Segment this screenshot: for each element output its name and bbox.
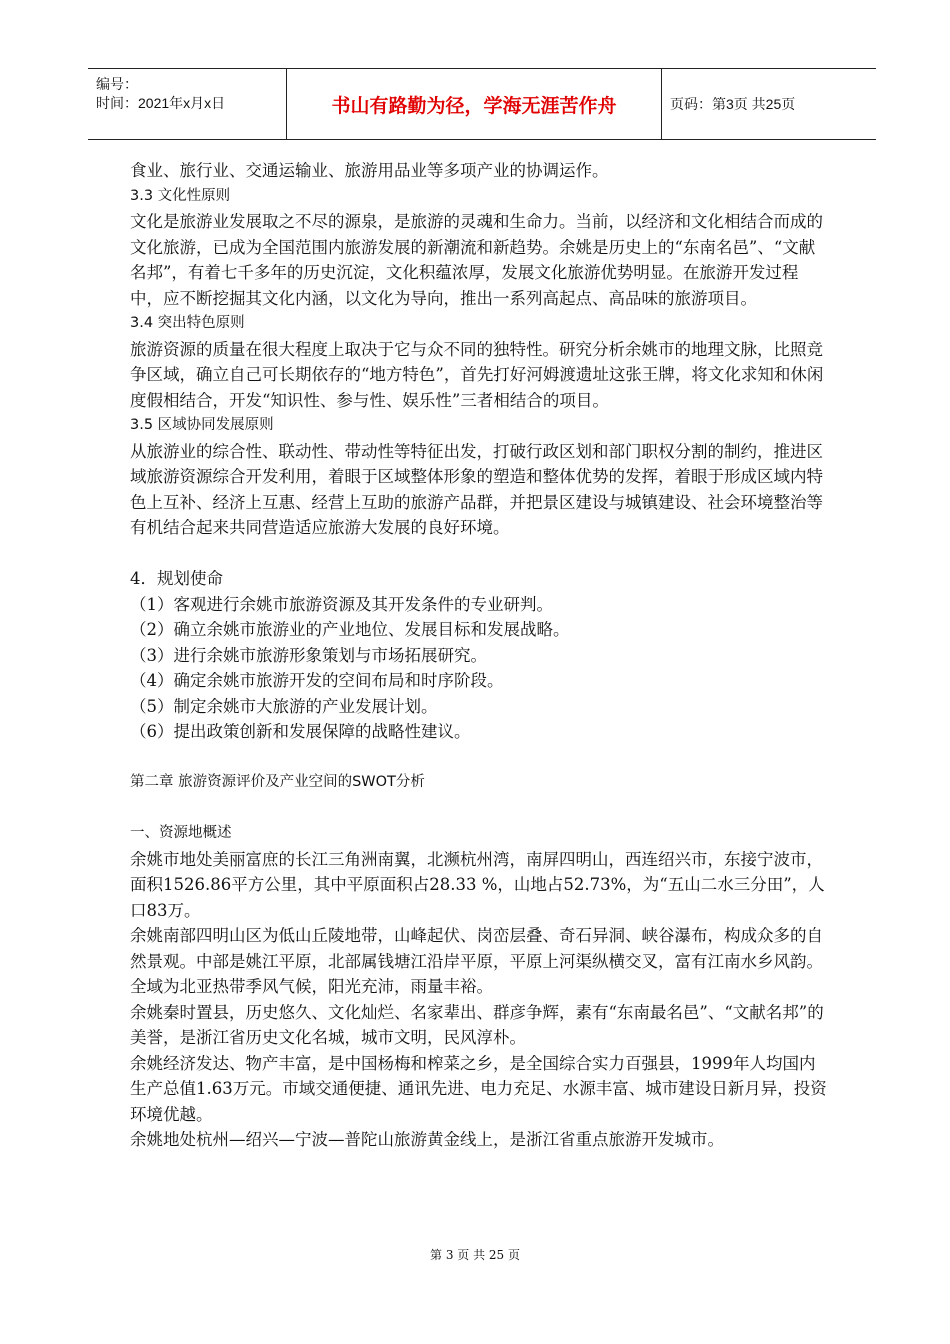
- paragraph: 从旅游业的综合性、联动性、带动性等特征出发，打破行政区划和部门职权分割的制约，推进区域旅游资源综合开发利用，着眼于区域整体形象的塑造和整体优势的发挥，着眼于形成区域内特色上互补、经济上互惠、经营上互助的旅游产品群，并把景区建设与城镇建设、社会环境整治等有机结合起来共同营造适应旅游大发展的良好环境。: [130, 441, 823, 537]
- blank-line: [130, 796, 830, 822]
- chapter-heading: 第二章 旅游资源评价及产业空间的SWOT分析: [130, 774, 425, 790]
- header-page-label: 页码：第3页 共25页: [670, 96, 796, 112]
- mission-item: （1）客观进行余姚市旅游资源及其开发条件的专业研判。: [130, 594, 553, 614]
- header-left: [96, 75, 225, 113]
- page-header: [88, 68, 876, 140]
- document-body: [130, 158, 830, 1153]
- paragraph: 余姚经济发达、物产丰富，是中国杨梅和榨菜之乡，是全国综合实力百强县，1999年人均国内生产总值1.63万元。市域交通便捷、通讯先进、电力充足、水源丰富、城市建设日新月异，投资环境优越。: [130, 1053, 827, 1124]
- section-heading-3-4: 3.4 突出特色原则: [130, 315, 245, 331]
- paragraph: 余姚南部四明山区为低山丘陵地带，山峰起伏、岗峦层叠、奇石异洞、峡谷瀑布，构成众多的自然景观。中部是姚江平原，北部属钱塘江沿岸平原，平原上河渠纵横交叉，富有江南水乡风韵。全域为北亚热带季风气候，阳光充沛，雨量丰裕。: [130, 926, 823, 996]
- blank-line: [130, 745, 830, 771]
- paragraph: 余姚地处杭州—绍兴—宁波—普陀山旅游黄金线上，是浙江省重点旅游开发城市。: [130, 1130, 724, 1149]
- paragraph: 食业、旅行业、交通运输业、旅游用品业等多项产业的协调运作。: [130, 161, 609, 180]
- mission-item: （5）制定余姚市大旅游的产业发展计划。: [130, 696, 438, 716]
- paragraph: 余姚市地处美丽富庶的长江三角洲南翼，北濒杭州湾，南屏四明山，西连绍兴市，东接宁波市，面积1526.86平方公里，其中平原面积占28.33 %，山地占52.73%，为“五山二水三分田”，人口83万。: [130, 849, 825, 920]
- mission-item: （6）提出政策创新和发展保障的战略性建议。: [130, 722, 471, 741]
- mission-item: （3）进行余姚市旅游形象策划与市场拓展研究。: [130, 645, 487, 665]
- subsection-heading: 一、资源地概述: [130, 825, 232, 841]
- paragraph: 文化是旅游业发展取之不尽的源泉，是旅游的灵魂和生命力。当前，以经济和文化相结合而成的文化旅游，已成为全国范围内旅游发展的新潮流和新趋势。余姚是历史上的“东南名邑”、“文献名邦”，有着七千多年的历史沉淀，文化积蕴浓厚，发展文化旅游优势明显。在旅游开发过程中，应不断挖掘其文化内涵，以文化为导向，推出一系列高起点、高品味的旅游项目。: [130, 212, 823, 308]
- section-heading-3-3: 3.3 文化性原则: [130, 187, 231, 204]
- header-motto: 书山有路勤为径，学海无涯苦作舟: [286, 69, 662, 139]
- page-footer: 第 3 页 共 25 页: [430, 1248, 520, 1262]
- document-time-label: 时间：2021年x月x日: [96, 95, 226, 111]
- mission-item: （4）确定余姚市旅游开发的空间布局和时序阶段。: [130, 671, 504, 690]
- mission-item: （2）确立余姚市旅游业的产业地位、发展目标和发展战略。: [130, 620, 570, 639]
- section-heading-4: 4．规划使命: [130, 569, 223, 588]
- blank-line: [130, 541, 830, 567]
- document-number-label: 编号：: [96, 76, 138, 92]
- paragraph: 旅游资源的质量在很大程度上取决于它与众不同的独特性。研究分析余姚市的地理文脉，比照竞争区域，确立自己可长期依存的“地方特色”，首先打好河姆渡遗址这张王牌，将文化求知和休闲度假相结合，开发“知识性、参与性、娱乐性”三者相结合的项目。: [130, 339, 824, 410]
- section-heading-3-5: 3.5 区域协同发展原则: [130, 417, 274, 433]
- paragraph: 余姚秦时置县，历史悠久、文化灿烂、名家辈出、群彦争辉，素有“东南最名邑”、“文献名邦”的美誉，是浙江省历史文化名城，城市文明，民风淳朴。: [130, 1002, 824, 1047]
